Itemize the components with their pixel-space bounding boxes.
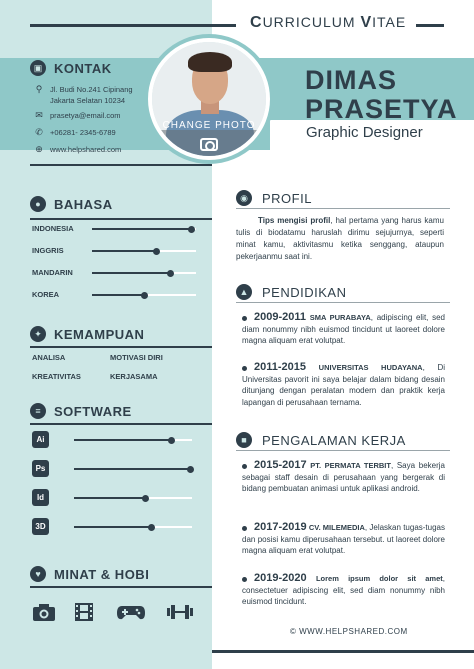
profil-heading — [236, 190, 312, 206]
software-bar-fill — [74, 468, 190, 470]
language-label: INGGRIS — [32, 246, 64, 255]
software-bar-fill — [74, 497, 145, 499]
pendidikan-divider — [236, 302, 450, 303]
entry-org: CV. MILEMEDIA — [308, 523, 365, 532]
entry-text: , Di Universitas pavorit ini saya belajar dalam bidang desain ditunjang dengan peralatan modern dan praktik kerja lapangan di perusahaan ternama. — [242, 363, 445, 407]
pendidikan-entry — [242, 362, 445, 408]
contact-web[interactable] — [34, 144, 121, 155]
briefcase-icon: ■ — [236, 432, 252, 448]
first-name: DIMAS — [305, 65, 397, 95]
language-level-dot[interactable] — [167, 270, 174, 277]
software-level-dot[interactable] — [148, 524, 155, 531]
pengalaman-divider — [236, 450, 450, 451]
location-pin-icon: ⚲ — [35, 84, 43, 94]
entry-year: 2011-2015 — [254, 361, 306, 373]
profil-body: , hal pertama yang harus kamu tulis di biodatamu haruslah dirimu sejujurnya, seperti minat kamu, aktivitasmu ketika senggang, ataupun pekerjaanmu saat ini. — [236, 216, 444, 261]
header-line-right — [416, 24, 444, 27]
gamepad-icon — [116, 602, 146, 622]
entry-org: SMA PURABAYA — [309, 313, 371, 322]
kemampuan-title: KEMAMPUAN — [54, 326, 145, 342]
entry-bullet — [242, 316, 247, 321]
hobi-divider — [30, 586, 212, 588]
bottom-line — [212, 650, 474, 653]
phone-icon: ✆ — [35, 127, 43, 137]
camera-icon[interactable] — [200, 138, 218, 151]
entry-bullet — [242, 366, 247, 371]
globe-icon: ⊕ — [35, 144, 43, 154]
entry-bullet — [242, 526, 247, 531]
cv-title-initial-c: C — [250, 14, 263, 31]
software-badge: Ps — [32, 460, 49, 477]
profil-lead: Tips mengisi profil — [258, 216, 331, 225]
language-label: INDONESIA — [32, 224, 74, 233]
kontak-divider — [30, 164, 212, 166]
software-title: SOFTWARE — [54, 403, 132, 419]
software-level-dot[interactable] — [142, 495, 149, 502]
chat-bubble-icon: ● — [30, 196, 46, 212]
language-level-dot[interactable] — [141, 292, 148, 299]
pendidikan-heading — [236, 284, 346, 300]
software-bar-fill — [74, 439, 171, 441]
bahasa-divider — [30, 218, 212, 220]
software-level-dot[interactable] — [187, 466, 194, 473]
graduation-cap-icon: ▲ — [236, 284, 252, 300]
entry-text: , Saya bekerja sebagai staff desain di perusahaan yang bergerak di bidang pembuatan animasi untuk aplikasi android. — [242, 461, 445, 493]
kemampuan-heading — [30, 326, 144, 342]
entry-text: , Jelaskan tugas-tugas dan posisi kamu diperusahaan tersebut. ut laoreet dolore magna aliquam erat volutpat. — [242, 523, 445, 555]
software-bar-fill — [74, 526, 151, 528]
cv-title-part-2: ITAE — [372, 14, 407, 30]
contact-email[interactable] — [34, 110, 121, 121]
entry-year: 2015-2017 — [254, 459, 307, 471]
entry-org: Lorem ipsum dolor sit amet — [315, 574, 443, 583]
camera-icon — [32, 602, 56, 622]
entry-year: 2017-2019 — [254, 521, 307, 533]
language-bar-fill — [92, 250, 156, 252]
language-label: MANDARIN — [32, 268, 73, 277]
contact-card-icon: ▣ — [30, 60, 46, 76]
entry-text: , adipiscing elit, sed diam nonummy nibh euismod tincidunt ut laoreet dolore magna aliquam erat volutpat. — [242, 313, 445, 345]
heart-icon: ♥ — [30, 566, 46, 582]
entry-year: 2009-2011 — [254, 311, 306, 323]
entry-year: 2019-2020 — [254, 572, 307, 584]
hobi-heading — [30, 566, 149, 582]
pengalaman-heading — [236, 432, 406, 448]
full-name — [305, 66, 458, 124]
contact-address — [34, 84, 133, 106]
pengalaman-entry — [242, 573, 445, 608]
header-line-left — [30, 24, 236, 27]
software-level-dot[interactable] — [168, 437, 175, 444]
language-bar-fill — [92, 272, 170, 274]
pengalaman-entry — [242, 522, 445, 557]
entry-org: PT. PERMATA TERBIT — [310, 461, 391, 470]
cv-title-part-1: URRICULUM — [262, 14, 361, 30]
footer-website[interactable]: © WWW.HELPSHARED.COM — [290, 627, 408, 636]
ability-item: KREATIVITAS — [32, 372, 81, 381]
address-line-1: Jl. Budi No.241 Cipinang — [50, 85, 133, 94]
kontak-heading — [30, 60, 112, 76]
language-label: KOREA — [32, 290, 60, 299]
kemampuan-divider — [30, 346, 212, 348]
dumbbell-icon — [166, 602, 194, 622]
pengalaman-title: PENGALAMAN KERJA — [262, 432, 406, 448]
profil-divider — [236, 208, 450, 209]
email-text[interactable]: prasetya@email.com — [50, 111, 121, 120]
profil-text — [236, 215, 444, 263]
software-badge: Id — [32, 489, 49, 506]
job-role: Graphic Designer — [306, 124, 423, 141]
entry-org: UNIVERSITAS HUDAYANA — [318, 363, 423, 372]
software-badge: Ai — [32, 431, 49, 448]
user-icon: ◉ — [236, 190, 252, 206]
last-name: PRASETYA — [305, 94, 458, 124]
contact-phone — [34, 127, 116, 138]
film-icon — [72, 602, 96, 622]
lightbulb-icon: ✦ — [30, 326, 46, 342]
language-bar-fill — [92, 228, 191, 230]
software-heading — [30, 403, 132, 419]
kontak-title: KONTAK — [54, 60, 112, 76]
bahasa-title: BAHASA — [54, 196, 113, 212]
change-photo-label[interactable]: CHANGE PHOTO — [162, 120, 256, 131]
profil-title: PROFIL — [262, 190, 312, 206]
cv-title-initial-v: V — [360, 14, 373, 31]
entry-bullet — [242, 577, 247, 582]
software-divider — [30, 423, 212, 425]
email-icon: ✉ — [35, 110, 43, 120]
software-list-icon: ≡ — [30, 403, 46, 419]
language-bar-fill — [92, 294, 144, 296]
entry-bullet — [242, 464, 247, 469]
address-line-2: Jakarta Selatan 10234 — [50, 96, 126, 105]
ability-item: MOTIVASI DIRI — [110, 353, 163, 362]
bahasa-heading — [30, 196, 113, 212]
ability-item: ANALISA — [32, 353, 66, 362]
pendidikan-entry — [242, 312, 445, 347]
hobi-title: MINAT & HOBI — [54, 566, 150, 582]
cv-title — [250, 14, 406, 32]
photo-hair — [188, 52, 232, 72]
phone-text: +06281- 2345-6789 — [50, 128, 116, 137]
ability-item: KERJASAMA — [110, 372, 158, 381]
pengalaman-entry — [242, 460, 445, 495]
entry-text: , consectetuer adipiscing elit, sed diam nonummy nibh euismod tincidunt. — [242, 574, 445, 606]
pendidikan-title: PENDIDIKAN — [262, 284, 347, 300]
software-badge: 3D — [32, 518, 49, 535]
language-level-dot[interactable] — [188, 226, 195, 233]
web-text[interactable]: www.helpshared.com — [50, 145, 122, 154]
profile-photo[interactable] — [148, 38, 270, 160]
